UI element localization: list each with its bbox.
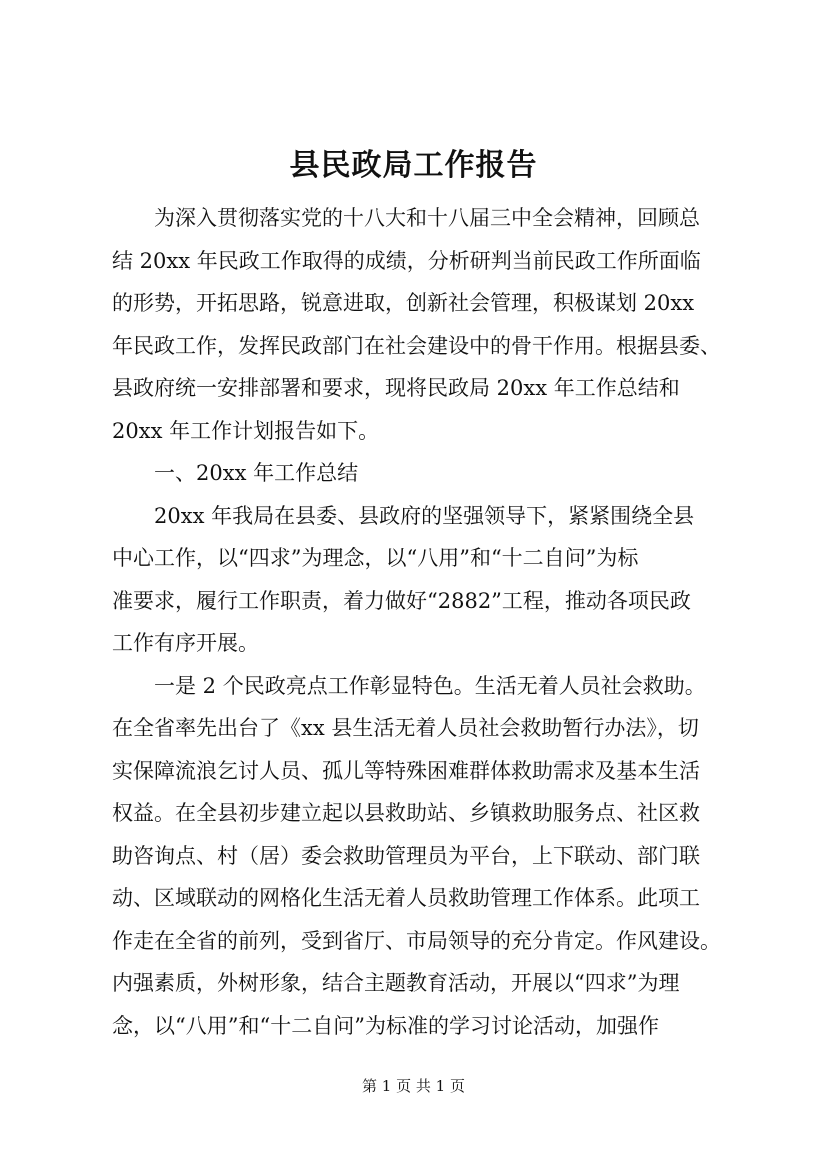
body-line: 为深入贯彻落实党的十八大和十八届三中全会精神，回顾总 — [112, 206, 700, 230]
body-line: 动、区域联动的网格化生活无着人员救助管理工作体系。此项工 — [112, 886, 700, 910]
document-title: 县民政局工作报告 — [289, 148, 538, 183]
body-line: 实保障流浪乞讨人员、孤儿等特殊困难群体救助需求及基本生活 — [112, 758, 700, 783]
body-line: 准要求，履行工作职责，着力做好“2882”工程，推动各项民政 — [112, 588, 691, 613]
body-line: 20xx 年工作计划报告如下。 — [112, 418, 380, 443]
body-line: 结 20xx 年民政工作取得的成绩，分析研判当前民政工作所面临 — [112, 248, 701, 273]
body-line: 作走在全省的前列，受到省厅、市局领导的充分肯定。作风建设。 — [112, 928, 721, 953]
body-line: 助咨询点、村（居）委会救助管理员为平台，上下联动、部门联 — [112, 843, 700, 868]
body-line: 20xx 年我局在县委、县政府的坚强领导下，紧紧围绕全县 — [112, 503, 695, 528]
body-line: 工作有序开展。 — [112, 631, 259, 655]
body-line: 县政府统一安排部署和要求，现将民政局 20xx 年工作总结和 — [112, 376, 680, 400]
document-body — [112, 197, 744, 1047]
body-line: 内强素质，外树形象，结合主题教育活动，开展以“四求”为理 — [112, 971, 680, 995]
body-line: 在全省率先出台了《xx 县生活无着人员社会救助暂行办法》，切 — [112, 716, 699, 740]
body-line: 中心工作，以“四求”为理念，以“八用”和“十二自问”为标 — [112, 546, 639, 570]
body-line: 念，以“八用”和“十二自问”为标准的学习讨论活动，加强作 — [112, 1013, 659, 1038]
body-line: 一是 2 个民政亮点工作彰显特色。生活无着人员社会救助。 — [112, 673, 706, 698]
body-line: 的形势，开拓思路，锐意进取，创新社会管理，积极谋划 20xx — [112, 291, 695, 315]
page-footer: 第 1 页 共 1 页 — [362, 1077, 465, 1095]
body-line: 权益。在全县初步建立起以县救助站、乡镇救助服务点、社区救 — [112, 801, 700, 825]
body-line: 年民政工作，发挥民政部门在社会建设中的骨干作用。根据县委、 — [112, 333, 721, 358]
section-heading: 一、20xx 年工作总结 — [112, 461, 359, 485]
